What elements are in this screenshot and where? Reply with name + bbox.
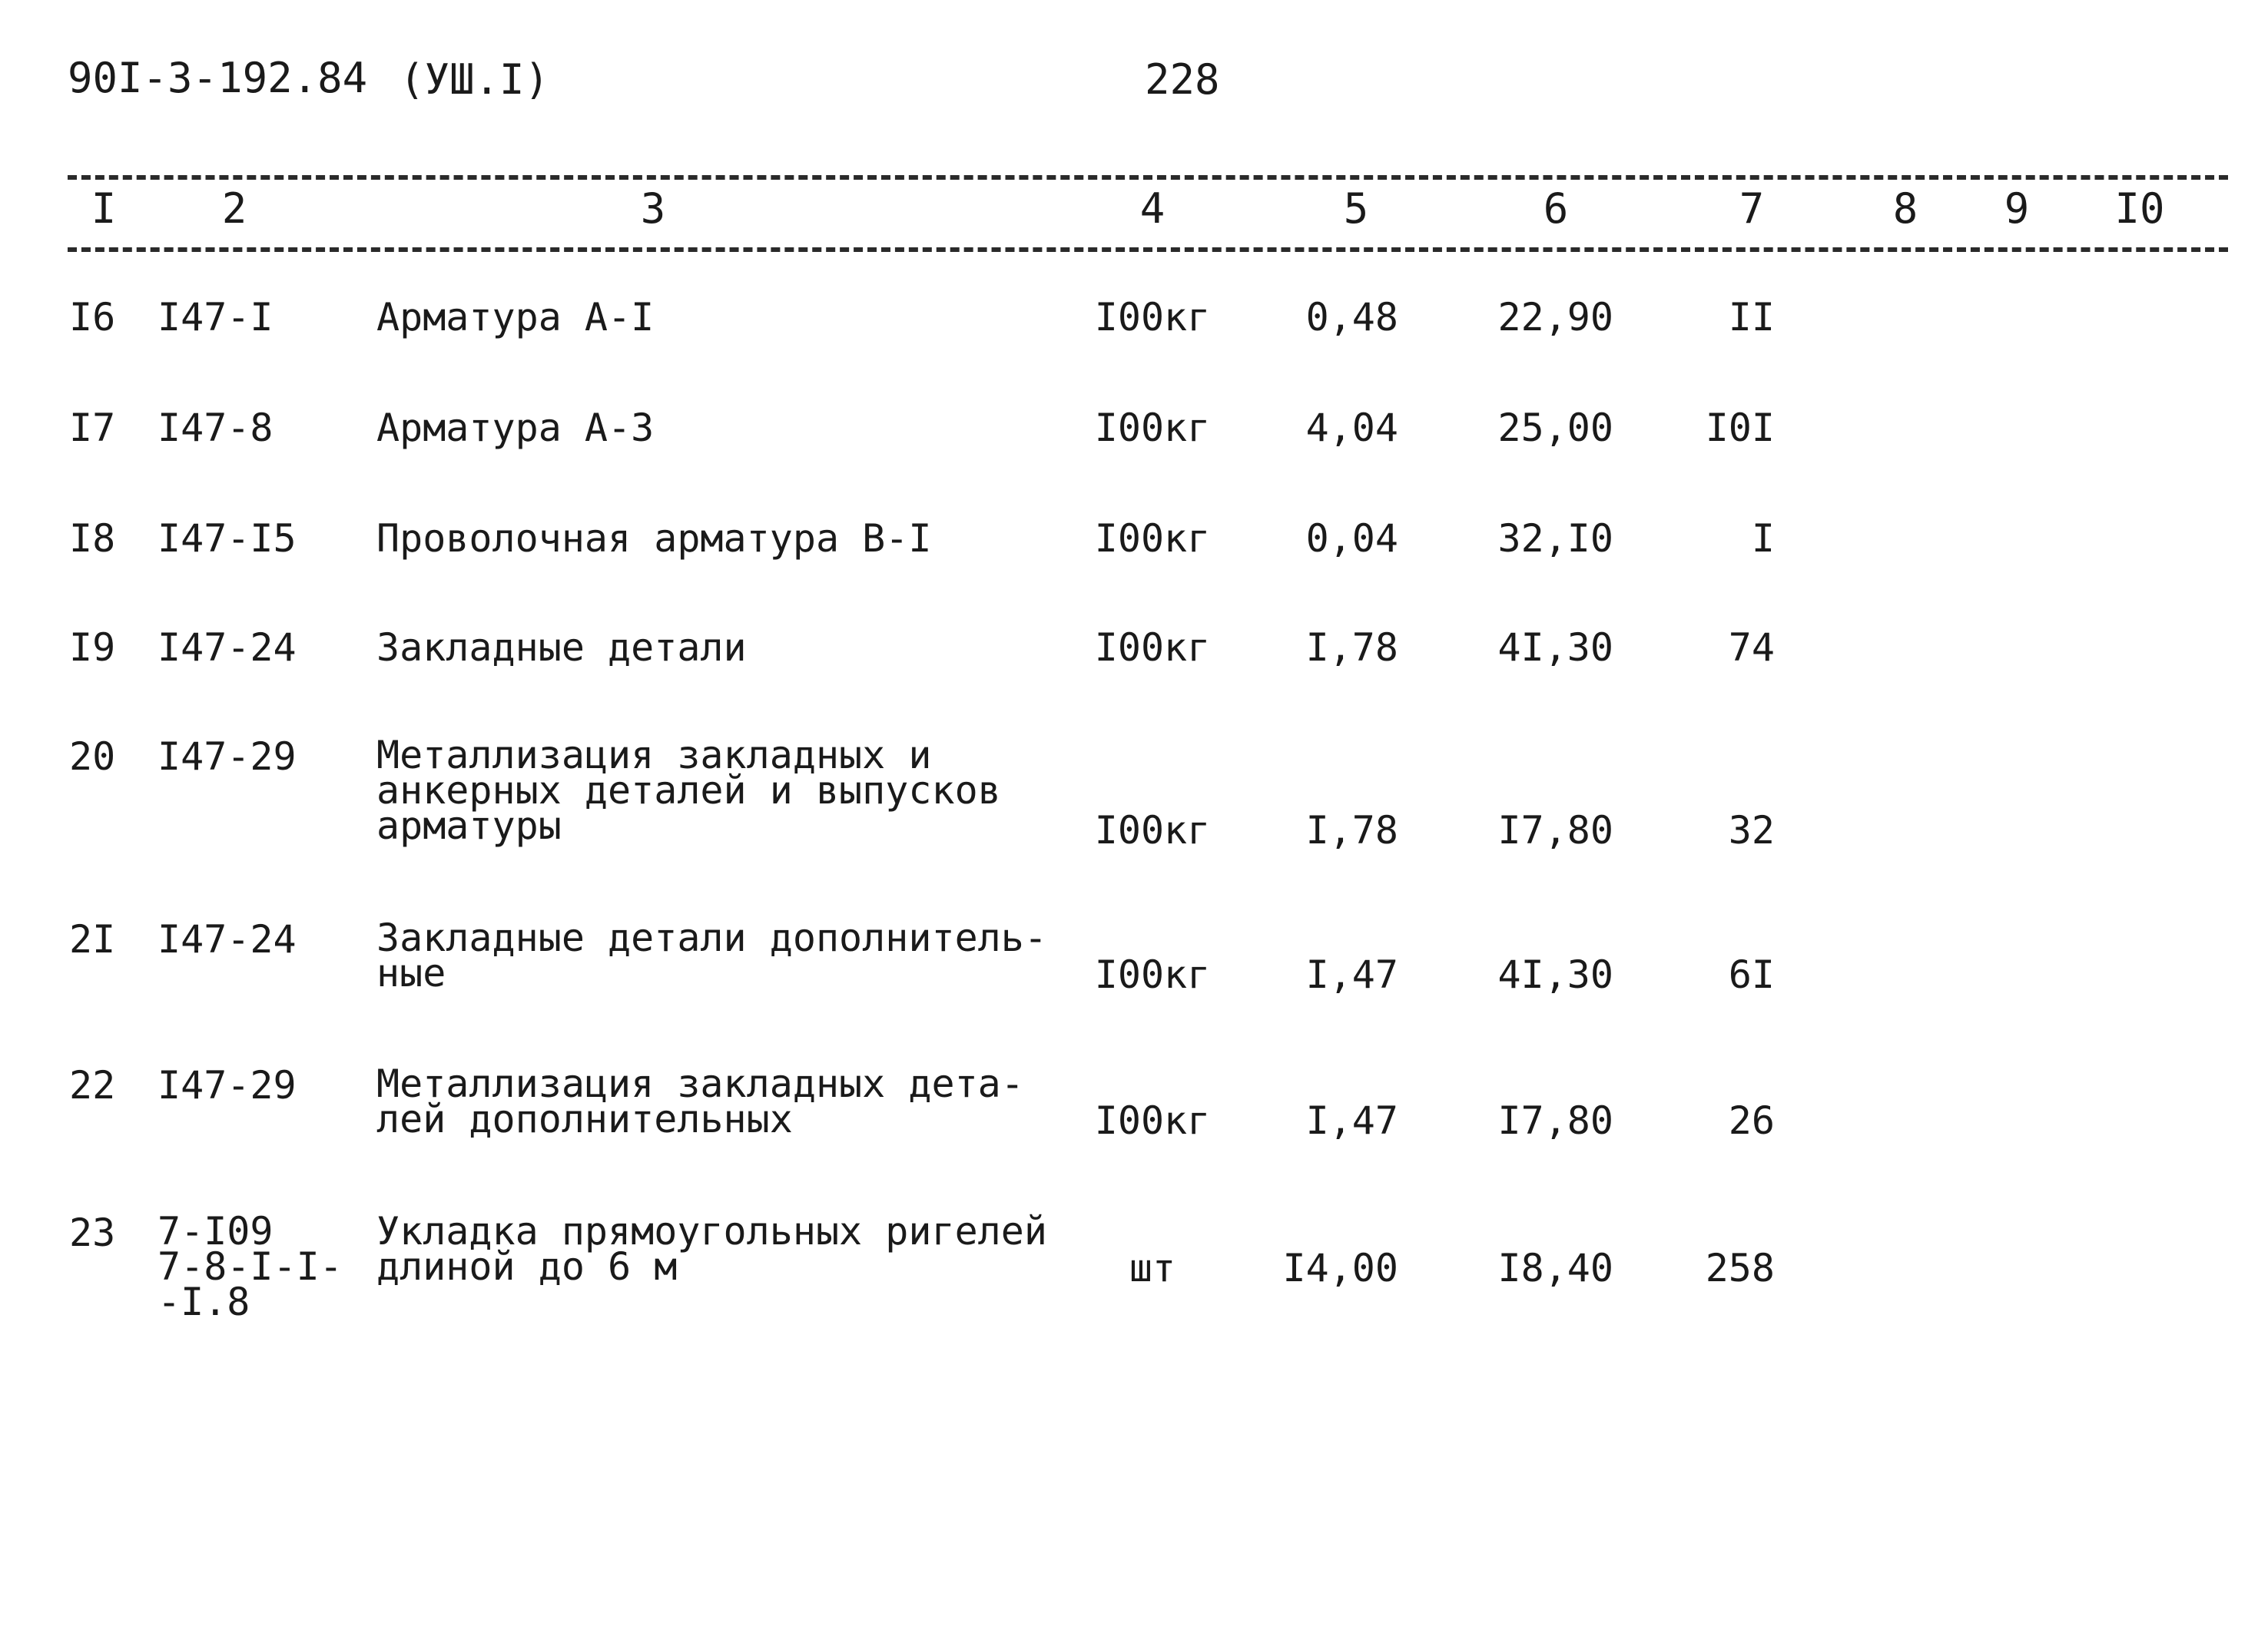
quantity: I,78 (1305, 808, 1398, 853)
total-cost: 26 (1728, 1098, 1775, 1143)
unit: I00кг (1094, 952, 1211, 997)
col-header-9: 9 (2004, 184, 2030, 233)
rate-code: 7-I09 7-8-I-I- -I.8 (158, 1209, 343, 1324)
header-top-rule (68, 175, 2228, 180)
row-number: I7 (69, 406, 116, 450)
unit-price: 25,00 (1497, 406, 1613, 450)
unit: I00кг (1094, 625, 1211, 670)
quantity: I,78 (1305, 625, 1398, 670)
unit-price: I8,40 (1497, 1246, 1613, 1290)
unit-price: 32,I0 (1497, 516, 1613, 561)
rate-code: I47-24 (158, 917, 297, 962)
unit-price: 22,90 (1497, 295, 1613, 340)
col-header-2: 2 (221, 184, 247, 233)
unit: I00кг (1094, 1098, 1211, 1143)
quantity: 4,04 (1305, 406, 1398, 450)
row-number: 20 (69, 734, 116, 779)
total-cost: 258 (1705, 1246, 1775, 1290)
unit: I00кг (1094, 516, 1211, 561)
total-cost: 74 (1728, 625, 1775, 670)
total-cost: 6I (1728, 952, 1775, 997)
quantity: I,47 (1305, 952, 1398, 997)
row-number: 22 (69, 1063, 116, 1108)
page-number: 228 (1145, 55, 1220, 104)
unit-price: 4I,30 (1497, 952, 1613, 997)
quantity: 0,04 (1305, 516, 1398, 561)
rate-code: I47-8 (158, 406, 274, 450)
col-header-3: 3 (640, 184, 666, 233)
unit: шт (1129, 1246, 1176, 1290)
work-description: Металлизация закладных и анкерных деталей и выпусков арматуры (376, 733, 1001, 848)
row-number: 23 (69, 1211, 116, 1255)
unit: I00кг (1094, 295, 1211, 340)
rate-code: I47-I5 (158, 516, 297, 561)
work-description: Проволочная арматура В-I (376, 516, 932, 561)
section-label: (УШ.I) (400, 55, 550, 104)
unit: I00кг (1094, 406, 1211, 450)
work-description: Укладка прямоугольных ригелей длиной до 6 м (376, 1209, 1047, 1289)
work-description: Арматура А-I (376, 295, 655, 340)
quantity: 0,48 (1305, 295, 1398, 340)
total-cost: 32 (1728, 808, 1775, 853)
col-header-10: I0 (2114, 184, 2165, 233)
unit: I00кг (1094, 808, 1211, 853)
col-header-4: 4 (1139, 184, 1166, 233)
rate-code: I47-I (158, 295, 274, 340)
col-header-1: I (91, 184, 117, 233)
quantity: I4,00 (1282, 1246, 1398, 1290)
unit-price: I7,80 (1497, 1098, 1613, 1143)
rate-code: I47-24 (158, 625, 297, 670)
work-description: Закладные детали дополнитель- ные (376, 916, 1047, 995)
quantity: I,47 (1305, 1098, 1398, 1143)
row-number: I6 (69, 295, 116, 340)
col-header-6: 6 (1543, 184, 1569, 233)
total-cost: I (1751, 516, 1775, 561)
col-header-7: 7 (1739, 184, 1765, 233)
row-number: I9 (69, 625, 116, 670)
total-cost: II (1728, 295, 1775, 340)
work-description: Металлизация закладных дета- лей дополнительных (376, 1062, 1024, 1141)
document-code: 90I-3-192.84 (68, 54, 368, 102)
row-number: 2I (69, 917, 116, 962)
header-bottom-rule (68, 247, 2228, 252)
total-cost: I0I (1705, 406, 1775, 450)
rate-code: I47-29 (158, 734, 297, 779)
rate-code: I47-29 (158, 1063, 297, 1108)
unit-price: I7,80 (1497, 808, 1613, 853)
work-description: Закладные детали (376, 625, 747, 670)
row-number: I8 (69, 516, 116, 561)
work-description: Арматура А-3 (376, 406, 655, 450)
col-header-8: 8 (1892, 184, 1918, 233)
col-header-5: 5 (1343, 184, 1369, 233)
unit-price: 4I,30 (1497, 625, 1613, 670)
